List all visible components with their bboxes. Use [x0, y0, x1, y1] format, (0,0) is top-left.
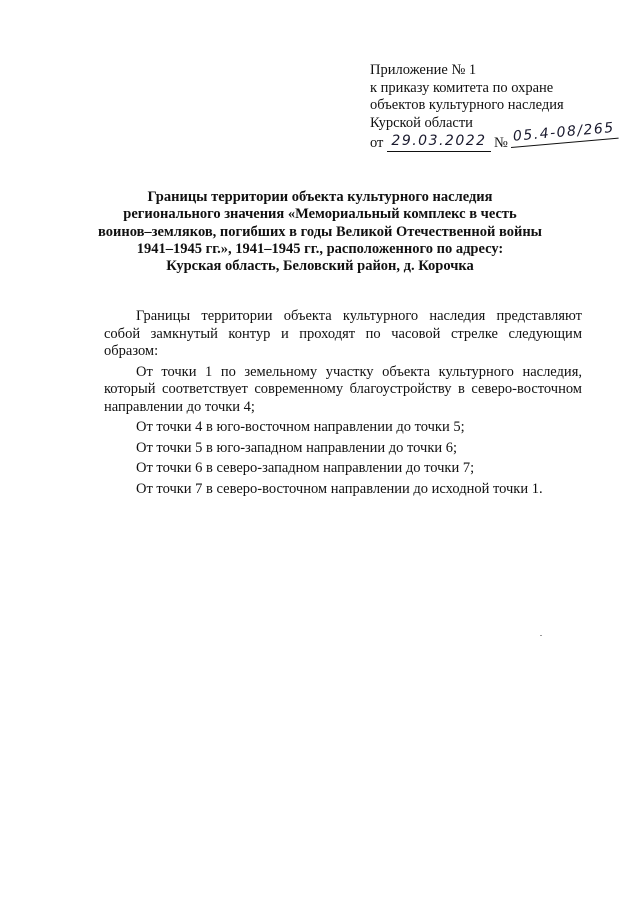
paragraph-point-1: От точки 1 по земельному участку объекта культурного наследия, который соответствует современному благоустройству в северо-восточном направлении до точки 4; — [104, 363, 582, 415]
appendix-region: Курской области — [370, 114, 473, 131]
order-date-handwritten: 29.03.2022 — [387, 133, 491, 152]
scan-speck — [540, 635, 542, 636]
paragraph-point-6: От точки 6 в северо-западном направлении до точки 7; — [136, 460, 475, 476]
title-line-5: Курская область, Беловский район, д. Корочка — [166, 258, 474, 275]
order-number-handwritten: 05.4-08/265 — [509, 120, 618, 148]
paragraph-point-5: От точки 5 в юго-западном направлении до точки 6; — [136, 439, 458, 456]
document-title — [95, 189, 545, 275]
title-line-3: воинов–земляков, погибших в годы Великой Отечественной войны — [98, 223, 542, 240]
paragraph-point-4: От точки 4 в юго-восточном направлении до точки 5; — [136, 419, 465, 435]
appendix-order-ref: к приказу комитета по охране — [370, 79, 554, 96]
paragraph-intro: Границы территории объекта культурного наследия представляют собой замкнутый контур и проходят по часовой стрелке следующим образом: — [104, 308, 582, 359]
paragraph-point-7: От точки 7 в северо-восточном направлении до исходной точки 1. — [136, 480, 543, 497]
title-line-4: 1941–1945 гг.», 1941–1945 гг., расположенного по адресу: — [136, 240, 504, 257]
appendix-title: Приложение № 1 — [370, 62, 477, 78]
order-number-sign: № — [494, 135, 508, 151]
title-line-1: Границы территории объекта культурного наследия — [147, 189, 493, 205]
order-date-prefix: от — [370, 135, 384, 151]
appendix-committee: объектов культурного наследия — [370, 97, 564, 113]
document-body — [104, 308, 582, 498]
title-line-2: регионального значения «Мемориальный комплекс в честь — [123, 206, 517, 223]
appendix-header — [370, 62, 632, 153]
